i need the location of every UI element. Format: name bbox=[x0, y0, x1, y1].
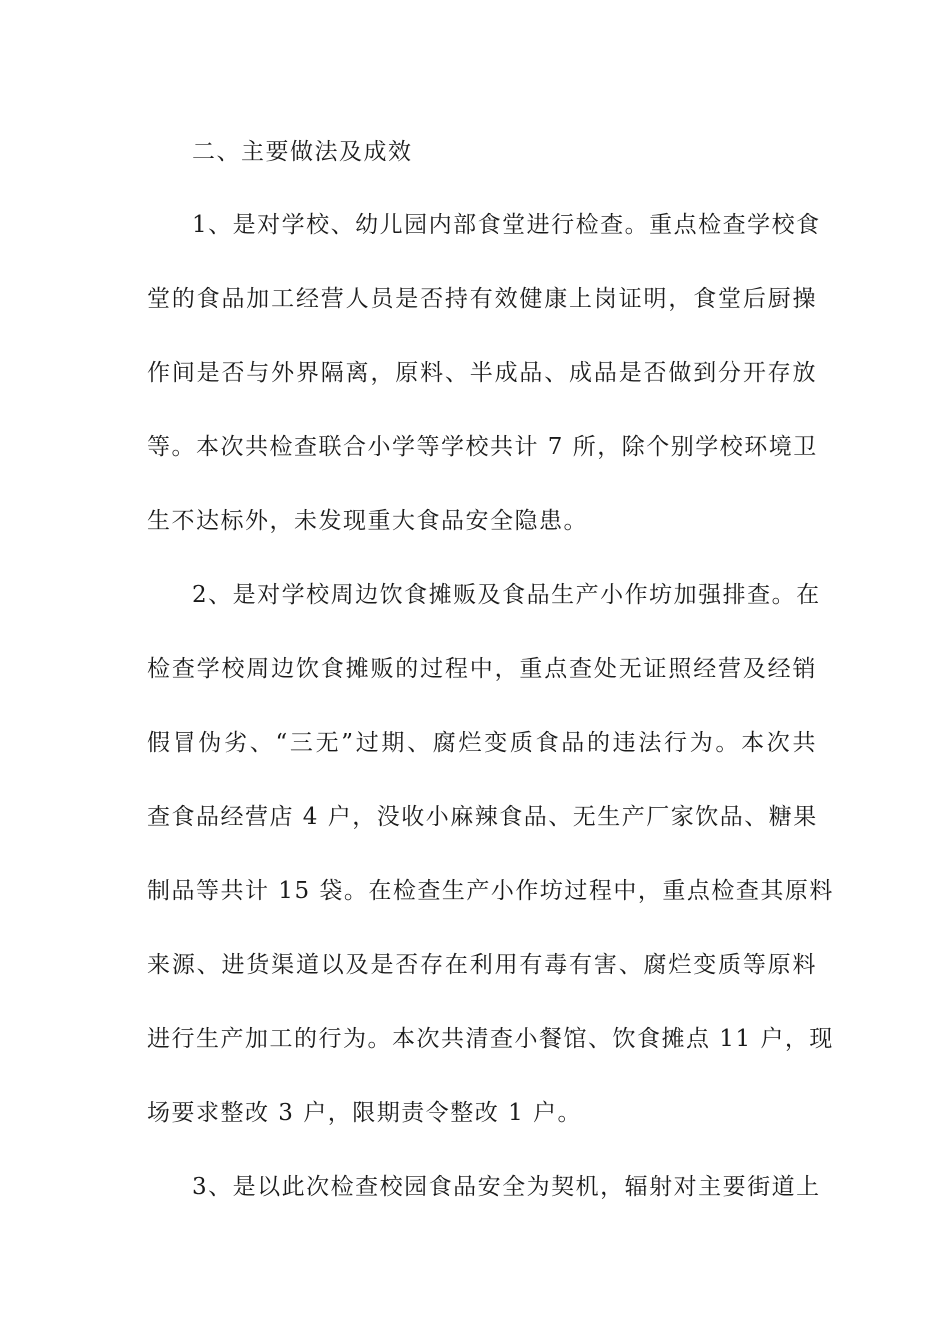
paragraph-2-line-6: 来源、进货渠道以及是否存在利用有毒有害、腐烂变质等原料 bbox=[147, 952, 817, 978]
paragraph-2-line-2: 检查学校周边饮食摊贩的过程中，重点查处无证照经营及经销 bbox=[147, 656, 817, 682]
paragraph-1-line-3: 作间是否与外界隔离，原料、半成品、成品是否做到分开存放 bbox=[147, 360, 817, 386]
paragraph-2-line-1: 2、是对学校周边饮食摊贩及食品生产小作坊加强排查。在 bbox=[192, 582, 821, 608]
section-heading: 二、主要做法及成效 bbox=[192, 139, 413, 165]
paragraph-1-line-2: 堂的食品加工经营人员是否持有效健康上岗证明，食堂后厨操 bbox=[147, 286, 817, 312]
paragraph-1-line-1: 1、是对学校、幼儿园内部食堂进行检查。重点检查学校食 bbox=[192, 212, 821, 238]
paragraph-2-line-4: 查食品经营店 4 户，没收小麻辣食品、无生产厂家饮品、糖果 bbox=[147, 804, 818, 830]
paragraph-2-line-5: 制品等共计 15 袋。在检查生产小作坊过程中，重点检查其原料 bbox=[147, 878, 834, 904]
paragraph-2-line-7: 进行生产加工的行为。本次共清查小餐馆、饮食摊点 11 户，现 bbox=[147, 1026, 834, 1052]
paragraph-2-line-3: 假冒伪劣、“三无”过期、腐烂变质食品的违法行为。本次共 bbox=[147, 730, 817, 756]
paragraph-1-line-5: 生不达标外，未发现重大食品安全隐患。 bbox=[147, 508, 588, 534]
paragraph-2-line-8: 场要求整改 3 户，限期责令整改 1 户。 bbox=[147, 1100, 583, 1126]
paragraph-3-line-1: 3、是以此次检查校园食品安全为契机，辐射对主要街道上 bbox=[192, 1174, 821, 1200]
paragraph-1-line-4: 等。本次共检查联合小学等学校共计 7 所，除个别学校环境卫 bbox=[147, 434, 818, 460]
